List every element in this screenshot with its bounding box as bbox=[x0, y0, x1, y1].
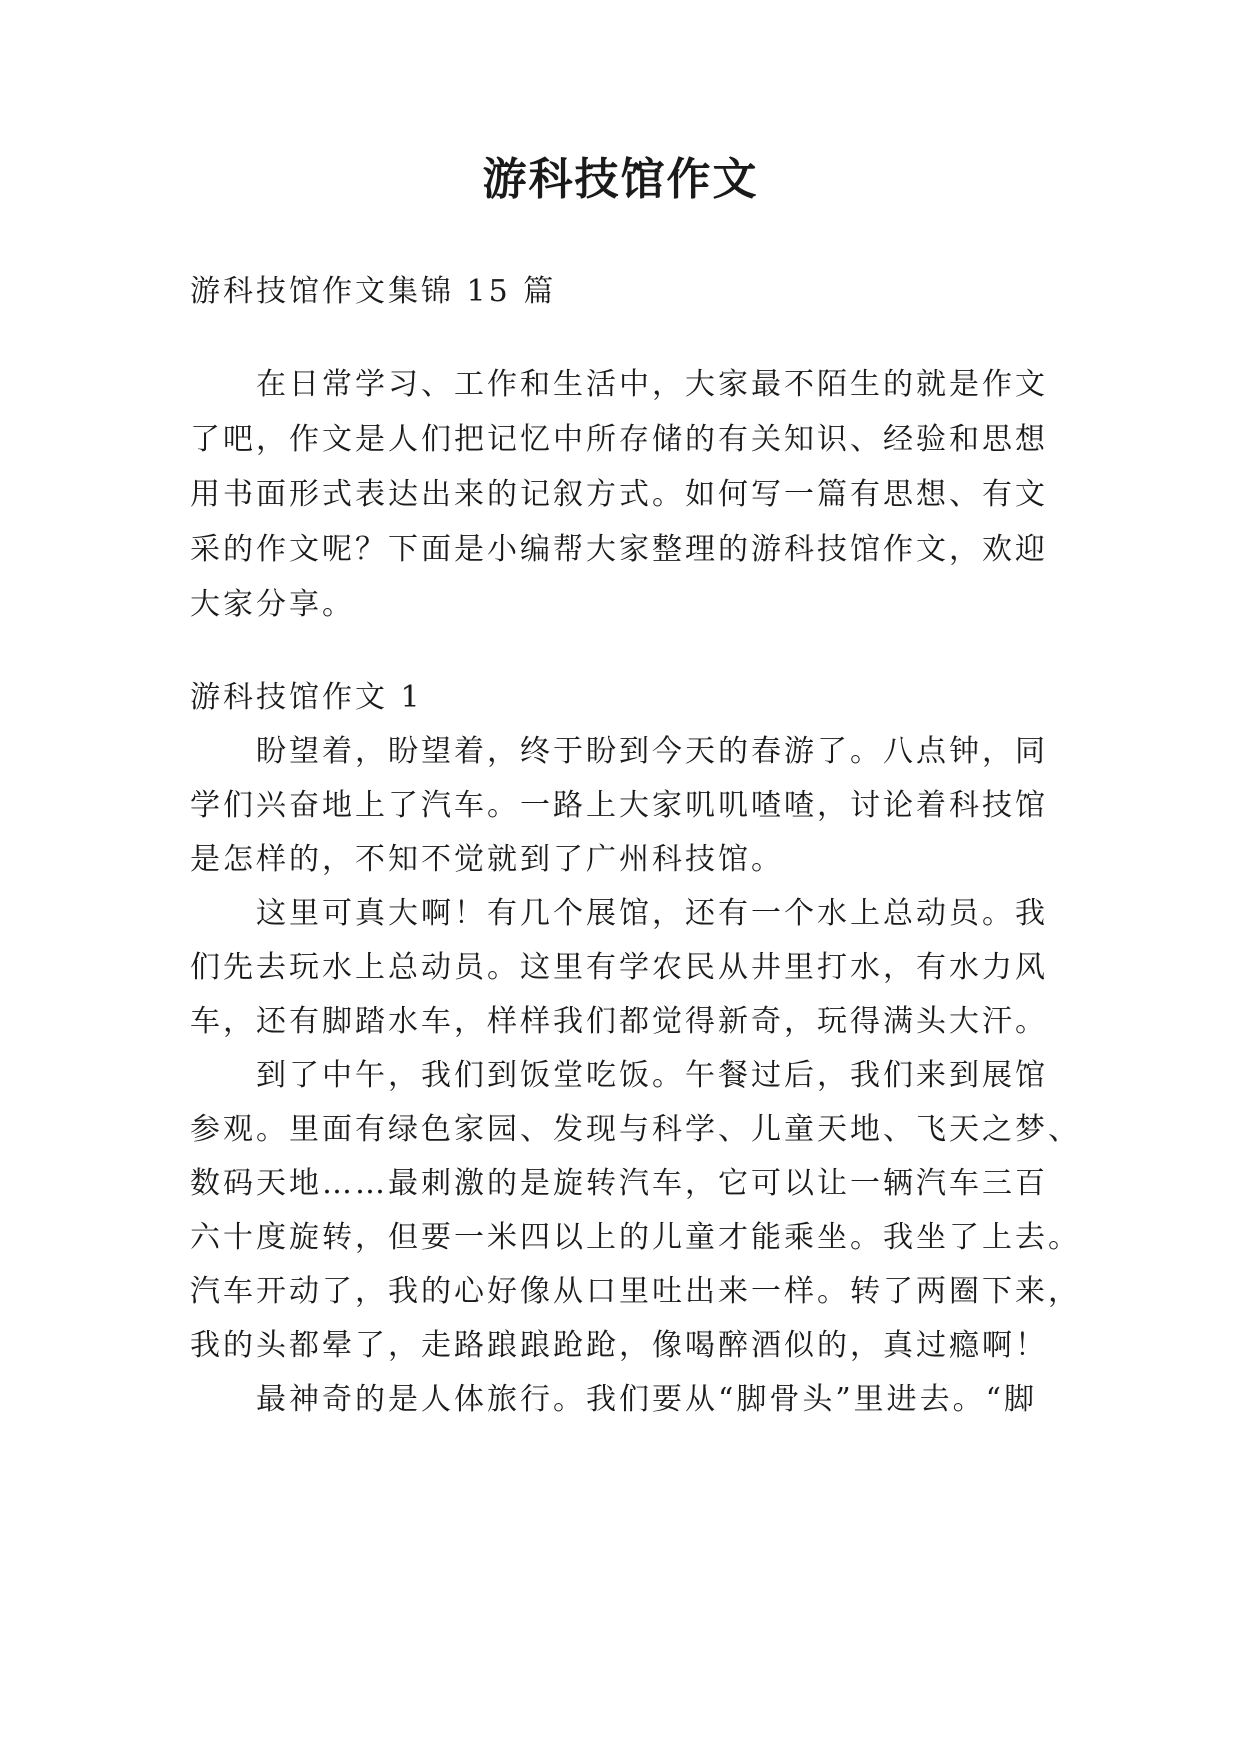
section-line: 盼望着，盼望着，终于盼到今天的春游了。八点钟，同 bbox=[256, 734, 1048, 769]
section-line: 我的头都晕了，走路踉踉跄跄，像喝醉酒似的，真过瘾啊！ bbox=[190, 1328, 1048, 1363]
section-line: 六十度旋转，但要一米四以上的儿童才能乘坐。我坐了上去。 bbox=[190, 1220, 1081, 1255]
section-line: 到了中午，我们到饭堂吃饭。午餐过后，我们来到展馆 bbox=[256, 1058, 1048, 1093]
section-line: 车，还有脚踏水车，样样我们都觉得新奇，玩得满头大汗。 bbox=[190, 1004, 1048, 1039]
intro-line: 采的作文呢？下面是小编帮大家整理的游科技馆作文，欢迎 bbox=[190, 532, 1048, 567]
document-subtitle: 游科技馆作文集锦 15 篇 bbox=[190, 274, 557, 309]
section-line: 最神奇的是人体旅行。我们要从“脚骨头”里进去。“脚 bbox=[256, 1382, 1038, 1417]
intro-line: 大家分享。 bbox=[190, 587, 355, 622]
intro-line: 了吧，作文是人们把记忆中所存储的有关知识、经验和思想 bbox=[190, 422, 1048, 457]
section-heading: 游科技馆作文 1 bbox=[190, 680, 423, 715]
section-line: 汽车开动了，我的心好像从口里吐出来一样。转了两圈下来， bbox=[190, 1274, 1081, 1309]
intro-line: 在日常学习、工作和生活中，大家最不陌生的就是作文 bbox=[256, 367, 1048, 402]
section-line: 参观。里面有绿色家园、发现与科学、儿童天地、飞天之梦、 bbox=[190, 1112, 1081, 1147]
intro-line: 用书面形式表达出来的记叙方式。如何写一篇有思想、有文 bbox=[190, 477, 1048, 512]
section-line: 们先去玩水上总动员。这里有学农民从井里打水，有水力风 bbox=[190, 950, 1048, 985]
section-line: 数码天地……最刺激的是旋转汽车，它可以让一辆汽车三百 bbox=[190, 1166, 1048, 1201]
section-line: 是怎样的，不知不觉就到了广州科技馆。 bbox=[190, 842, 784, 877]
section-line: 这里可真大啊！有几个展馆，还有一个水上总动员。我 bbox=[256, 896, 1048, 931]
section-line: 学们兴奋地上了汽车。一路上大家叽叽喳喳，讨论着科技馆 bbox=[190, 788, 1048, 823]
document-title: 游科技馆作文 bbox=[482, 154, 759, 205]
